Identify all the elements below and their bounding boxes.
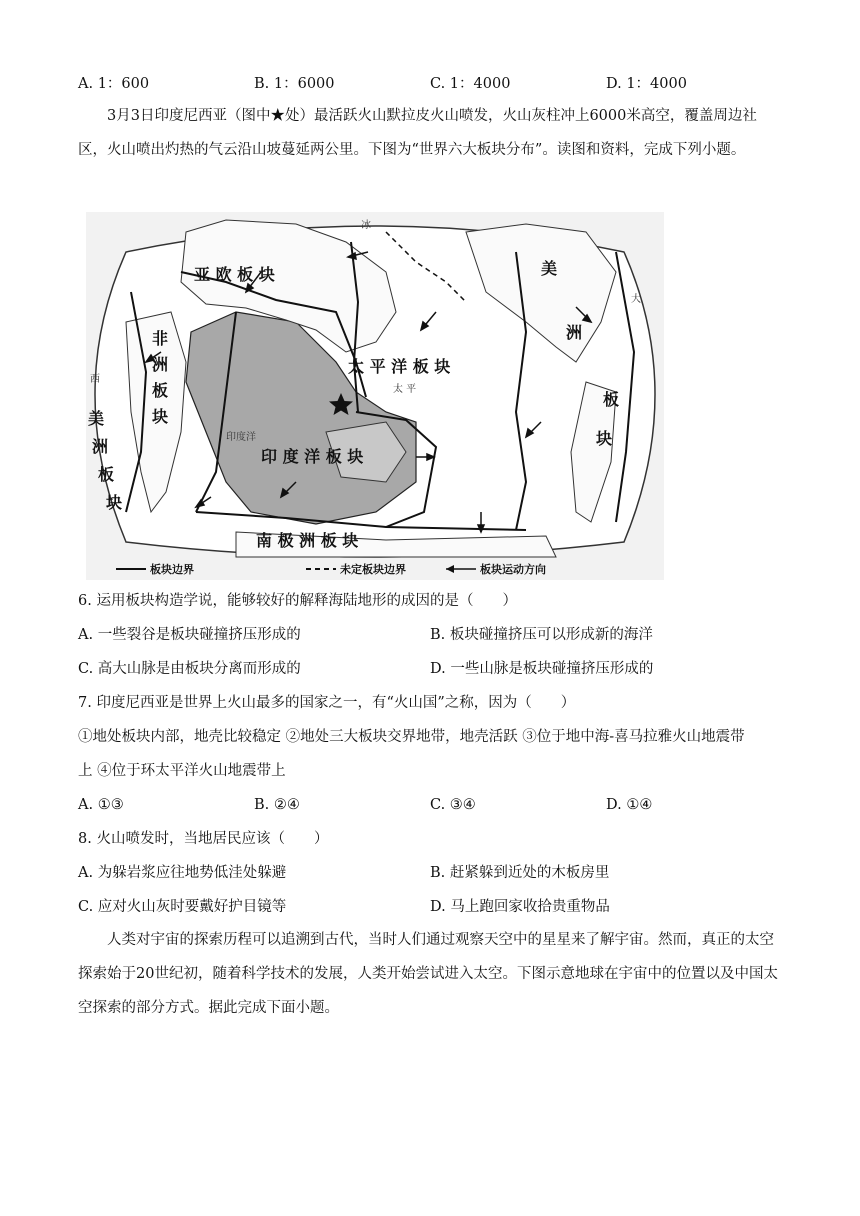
intro-paragraph: 3月3日印度尼西亚（图中★处）最活跃火山默拉皮火山喷发，火山灰柱冲上6000米高空，覆盖周边社区，火山喷出灼热的气云沿山坡蔓延两公里。下图为“世界六大板块分布”。读图和资料，完成下列小题。	[78, 108, 757, 158]
q6-option-c: C. 高大山脉是由板块分离而形成的	[78, 661, 301, 677]
closing-paragraph: 人类对宇宙的探索历程可以追溯到古代，当时人们通过观察天空中的星星来了解宇宙。然而，真正的太空探索始于20世纪初，随着科学技术的发展，人类开始尝试进入太空。下图示意地球在宇宙中的位置以及中国太空探索的部分方式。据此完成下面小题。	[78, 932, 778, 1016]
prev-option-b: B. 1：6000	[254, 76, 335, 92]
question-6-stem: 6. 运用板块构造学说，能够较好的解释海陆地形的成因的是（ ）	[78, 593, 517, 609]
label-indian-plate: 印 度 洋 板 块	[261, 447, 364, 466]
label-yindu-yang: 印度洋	[226, 432, 256, 443]
label-american-right-3: 板	[603, 390, 620, 409]
label-da: 大	[631, 294, 641, 305]
label-african-3: 板	[152, 381, 169, 400]
label-american-right-4: 块	[596, 429, 613, 448]
question-7-stem: 7. 印度尼西亚是世界上火山最多的国家之一，有“火山国”之称，因为（ ）	[78, 695, 576, 711]
label-bing: 冰	[361, 220, 371, 231]
label-american-right-2: 洲	[566, 323, 583, 342]
prev-option-a: A. 1：600	[78, 76, 150, 92]
legend-undetermined: 未定板块边界	[340, 563, 406, 576]
q6-option-d: D. 一些山脉是板块碰撞挤压形成的	[430, 661, 654, 677]
label-xi: 西	[90, 374, 100, 385]
label-american-left-1: 美	[88, 409, 105, 428]
q7-option-c: C. ③④	[430, 797, 476, 813]
q8-option-c: C. 应对火山灰时要戴好护目镜等	[78, 899, 287, 915]
q8-option-a: A. 为躲岩浆应往地势低洼处躲避	[78, 865, 287, 881]
label-african-2: 洲	[152, 355, 169, 374]
label-american-left-3: 板	[98, 465, 115, 484]
label-american-left-4: 块	[106, 493, 123, 512]
question-8-stem: 8. 火山喷发时，当地居民应该（ ）	[78, 831, 329, 847]
legend-direction: 板块运动方向	[480, 563, 546, 576]
label-african-1: 非	[152, 329, 169, 348]
label-pacific-plate: 太 平 洋 板 块	[348, 357, 451, 376]
q7-statements-line-1: ①地处板块内部，地壳比较稳定 ②地处三大板块交界地带，地壳活跃 ③位于地中海-喜马拉雅火山地震带	[78, 729, 745, 745]
label-american-right-1: 美	[541, 259, 558, 278]
q7-statements-line-2: 上 ④位于环太平洋火山地震带上	[78, 763, 286, 779]
q8-option-d: D. 马上跑回家收拾贵重物品	[430, 899, 610, 915]
q7-option-a: A. ①③	[78, 797, 124, 813]
prev-option-d: D. 1：4000	[606, 76, 687, 92]
legend-boundary: 板块边界	[150, 563, 194, 576]
label-african-4: 块	[152, 407, 169, 426]
prev-option-c: C. 1：4000	[430, 76, 511, 92]
label-eurasian-plate: 亚 欧 板 块	[194, 265, 275, 284]
label-taiping: 太 平	[393, 384, 417, 395]
q6-option-a: A. 一些裂谷是板块碰撞挤压形成的	[78, 627, 301, 643]
q7-option-d: D. ①④	[606, 797, 653, 813]
q6-option-b: B. 板块碰撞挤压可以形成新的海洋	[430, 627, 653, 643]
label-american-left-2: 洲	[92, 437, 109, 456]
q8-option-b: B. 赶紧躲到近处的木板房里	[430, 865, 610, 881]
q7-option-b: B. ②④	[254, 797, 300, 813]
label-antarctic-plate: 南 极 洲 板 块	[256, 531, 359, 550]
world-plates-map	[86, 212, 664, 580]
